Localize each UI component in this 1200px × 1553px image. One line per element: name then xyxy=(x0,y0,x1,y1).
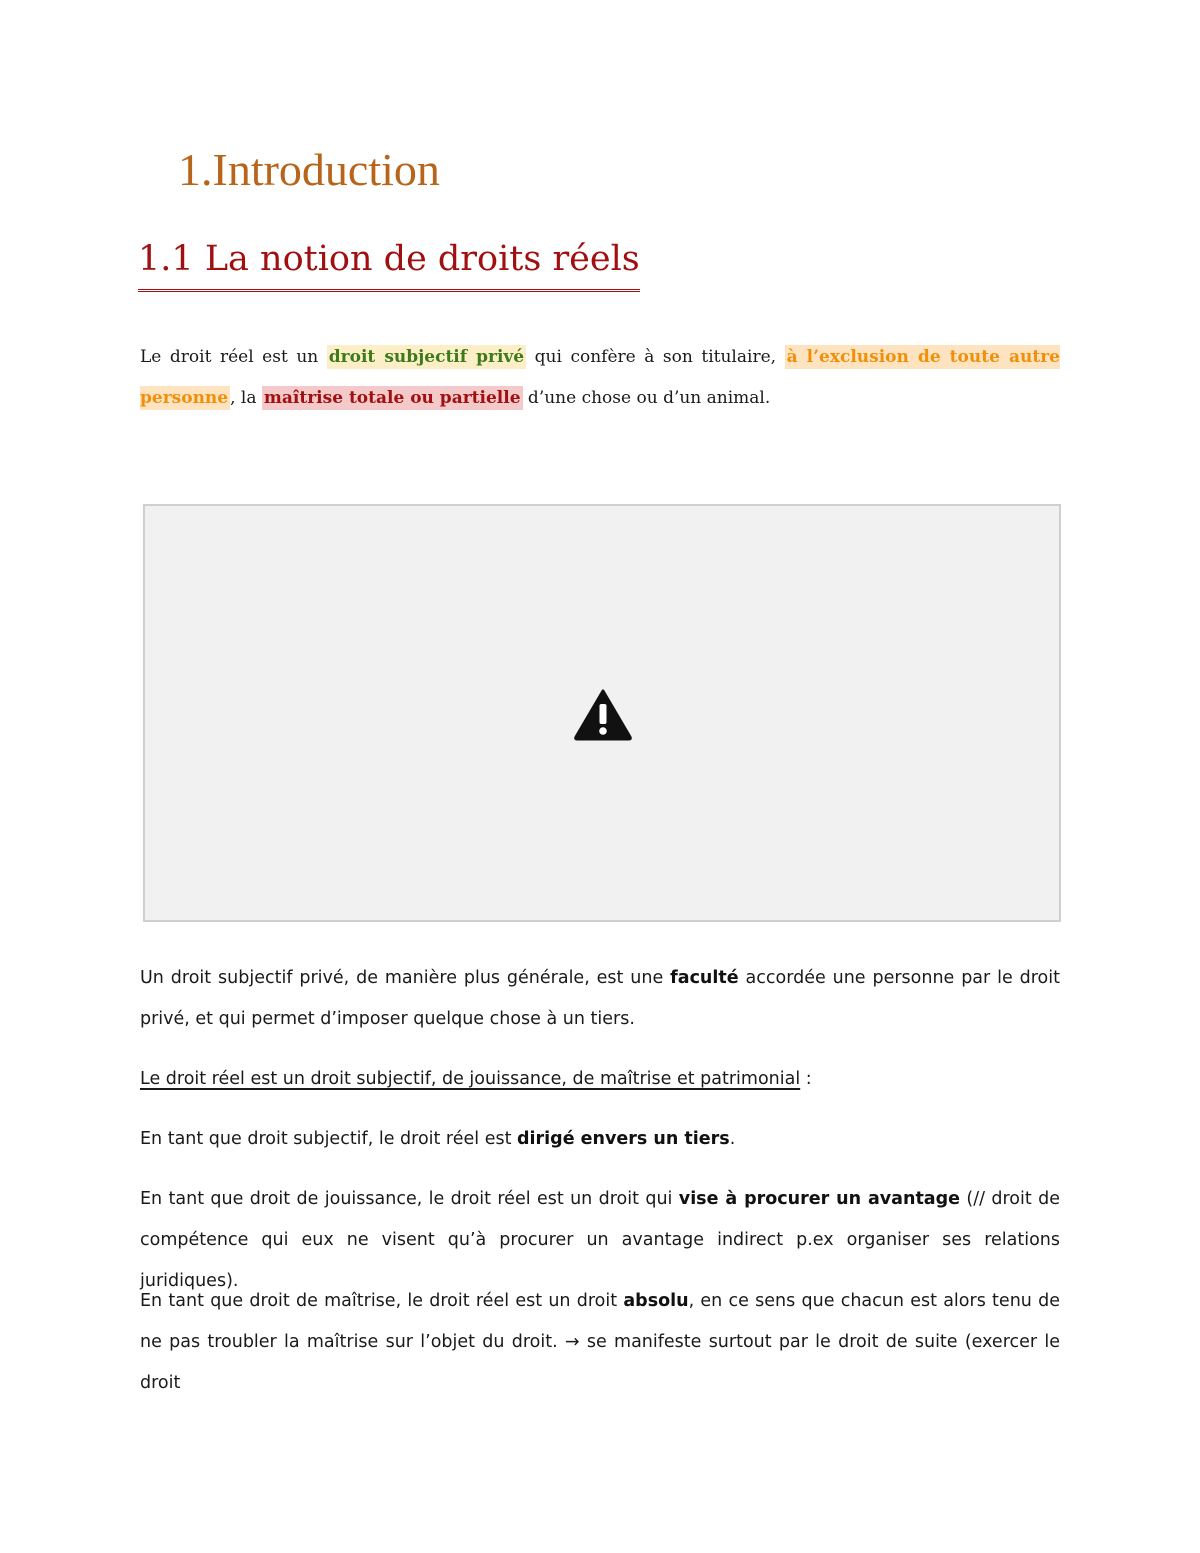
highlight-maitrise: maîtrise totale ou partielle xyxy=(263,388,521,408)
p5-text-2: (// droit de compétence qui eux ne visent qu’à procurer un avantage indirect p.ex organiser ses relations juridiques). xyxy=(140,1189,1060,1291)
heading2-number: 1.1 xyxy=(138,239,194,279)
heading-notion-droits-reels xyxy=(138,233,640,292)
p6-bold-absolu: absolu xyxy=(623,1291,689,1311)
p1-text-4: d’une chose ou d’un animal. xyxy=(522,388,771,408)
paragraph-droit-maitrise xyxy=(140,1281,1060,1404)
p5-bold: vise à procurer un avantage xyxy=(678,1189,961,1209)
p4-text-2: . xyxy=(729,1129,736,1149)
p4-text-1: En tant que droit subjectif, le droit réel est xyxy=(140,1129,518,1149)
p1-text-1: Le droit réel est un xyxy=(140,347,327,367)
p2-text-1: Un droit subjectif privé, de manière plus générale, est une xyxy=(140,968,671,988)
p4-bold: dirigé envers un tiers xyxy=(517,1129,730,1149)
heading2-title: La notion de droits réels xyxy=(204,239,640,279)
p1-text-2: qui confère à son titulaire, xyxy=(526,347,785,367)
highlight-exclusion: à l’exclusion de toute autre personne xyxy=(140,347,1060,408)
paragraph-definition xyxy=(140,337,1060,419)
warning-icon xyxy=(574,689,632,741)
paragraph-droit-subjectif-prive xyxy=(140,958,1060,1040)
p3-text-1: : xyxy=(800,1069,812,1089)
highlight-droit-subjectif: droit subjectif privé xyxy=(328,347,525,367)
p6-text-2: , en ce sens que chacun est alors tenu de ne pas troubler la maîtrise sur l’objet du droit. → se manifeste surtout par le droit de suite (exercer le droit xyxy=(140,1291,1060,1393)
p2-bold-faculte: faculté xyxy=(670,968,739,988)
p6-text-1: En tant que droit de maîtrise, le droit réel est un droit xyxy=(140,1291,624,1311)
paragraph-subheading xyxy=(140,1059,1060,1100)
heading-introduction: 1.Introduction xyxy=(178,144,440,195)
paragraph-droit-subjectif xyxy=(140,1119,1060,1160)
p2-text-2: accordée une personne par le droit privé, et qui permet d’imposer quelque chose à un tiers. xyxy=(140,968,1060,1029)
p5-text-1: En tant que droit de jouissance, le droit réel est un droit qui xyxy=(140,1189,679,1209)
p1-text-3: , la xyxy=(230,388,262,408)
p3-underlined: Le droit réel est un droit subjectif, de jouissance, de maîtrise et patrimonial xyxy=(140,1069,801,1089)
